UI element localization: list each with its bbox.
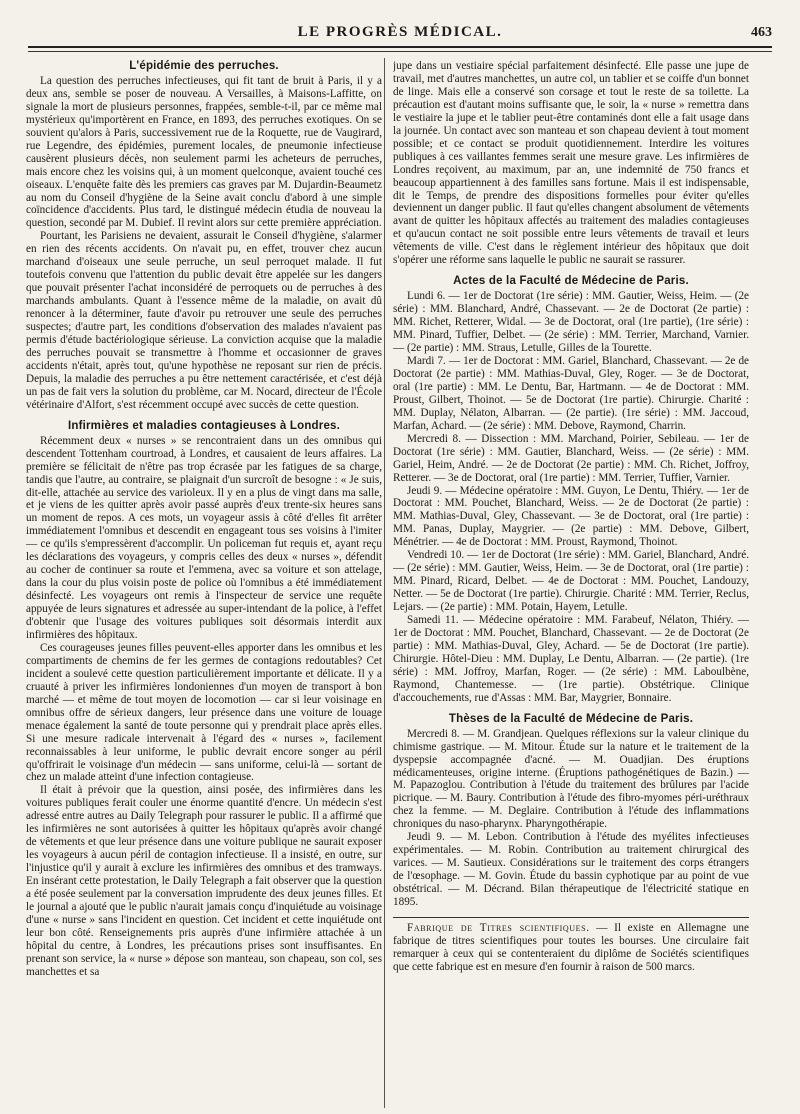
theses-jeudi: Jeudi 9. — M. Lebon. Contribution à l'étude des myélites infectieuses expérimentales. — M. Robin. Contribution au traitement chirurgical des varices. — M. Sautieux. Considérations sur le traitement des corps étrangers de l'œsophage. — M. Govin. Étude du bassin cyphotique par au point de vue obstétrical. — M. Décrand. Bilan thérapeutique de l'électricité statique en 1895. <box>393 831 749 909</box>
actes-heading: Actes de la Faculté de Médecine de Paris. <box>453 275 689 288</box>
perruches-heading: L'épidémie des perruches. <box>129 60 279 72</box>
fabrique-notice <box>393 917 749 974</box>
journal-title: LE PROGRÈS MÉDICAL. <box>297 24 503 40</box>
header-rule-thin <box>28 51 772 52</box>
actes-jeudi: Jeudi 9. — Médecine opératoire : MM. Guyon, Le Dentu, Thiéry. — 1er de Doctorat : MM. Pouchet, Blanchard, Weiss. — 2e de Doctorat (2e partie) : MM. Mathias-Duval, Gley, Chassevant. — 3e de Doctorat, oral (1re partie) : MM. Panas, Duplay, Maygrier. — (2e partie) : MM. Debove, Gilbert, Ménétrier. — 4e de Doctorat : MM. Proust, Raymond, Thoinot. <box>393 484 749 549</box>
fabrique-paragraph <box>393 922 749 974</box>
page-number: 463 <box>751 25 772 40</box>
theses-mercredi: Mercredi 8. — M. Grandjean. Quelques réflexions sur la valeur clinique du chimisme gastrique. — M. Mitour. Étude sur la nature et le traitement de la dyspepsie accompagnée d'acné. — M. Ouadjian. Des éruptions médicamenteuses, origine interne. (Éruptions pathogénétiques de Bazin.) — M. Papazoglou. Contribution à l'étude du traitement des brûlures par l'acide picrique. — M. Baury. Contribution à l'étude des fibro-myomes péri-uréthraux chez la femme. — M. Deglaire. Contribution à l'étude des inflammations chroniques du naso-pharynx. Pharyngothérapie. <box>393 727 749 831</box>
column-divider <box>384 58 385 1108</box>
theses-heading: Thèses de la Faculté de Médecine de Paris. <box>448 712 694 725</box>
nurses-paragraph-2: Ces courageuses jeunes filles peuvent-elles apporter dans les omnibus et les compartiments de chemins de fer les germes de contagions redoutables? Cet incident a soulevé cette question particulièrement importante et délicate. Il y a cruauté à priver les infirmières londoniennes d'un moyen de transport à bon marché — et même de tout moyen de locomotion — car si leur voisinage en omnibus offre de sérieux dangers, leur présence dans une voiture de louage menace également la santé de toute personne qui y prendrait place après elles. Si une mesure radicale intervenait à l'égard des « nurses », facilement reconnaissables à leur uniforme, le public devrait encore songer au péril qu'offrirait le voisinage d'un médecin — sans uniforme, celui-là — sortant de chez un malade atteint d'une infection contagieuse. <box>26 641 382 784</box>
nurses-continuation: jupe dans un vestiaire spécial parfaitement désinfecté. Elle passe une jupe de travail, met d'autres manchettes, un autre col, un tablier et se coiffe d'un bonnet de linge. Mais elle a conservé son corsage et tout le reste de sa toilette. La précaution est d'autant moins suffisante que, le soir, la « nurse » remettra dans le vestiaire la jupe et le tablier peut-être contaminés dont elle a fait usage dans la journée. Un contact avec son manteau et son chapeau devient à tout moment possible; et ce contact se produit quotidiennement. Interdire les voitures publiques à ces vaillantes femmes serait une mesure grave. Les infirmières de Londres reçoivent, au maximum, par an, une indemnité de 750 francs et beaucoup appartiennent à des familles sans fortune. Mais il est indispensable, dit le Temps, de prendre des dispositions formelles pour éviter qu'elles deviennent un danger public. Il faut qu'elles changent absolument de vêtements avant de quitter les hôpitaux affectés au traitement des maladies contagieuses et qu'aucun contact ne soit possible entre leurs vêtements de travail et leurs vêtements de ville. C'est dans le règlement intérieur des hôpitaux que doit s'opérer une réforme sans laquelle le public ne saurait se rassurer. <box>393 60 749 267</box>
perruches-paragraph-1: La question des perruches infectieuses, qui fit tant de bruit à Paris, il y a deux ans, semble se poser de nouveau. A Versailles, à Maisons-Laffitte, on signale la mort de plusieurs personnes, frappées, semble-t-il, par ce même mal mystérieux qu'importèrent en France, en 1893, des perruches exotiques. On se souvient qu'alors à Paris, successivement rue de la Roquette, rue de Vaugirard, rue Legendre, des épidémies, purement locales, de pneumonie infectieuse causèrent plusieurs décès, non seulement parmi les acheteurs de perruches, mais encore chez les voisins qui, à un moment quelconque, avaient touché ces oiseaux. L'enquête faite dès les premiers cas graves par M. Dujardin-Beaumetz au nom du Conseil d'hygiène de la Seine avait conclu d'abord à une simple coïncidence d'accidents. Plus tard, le distingué médecin étudia de nouveau la question, secondé par M. Dubief. Il revint alors sur cette première appréciation. <box>26 74 382 230</box>
actes-mercredi: Mercredi 8. — Dissection : MM. Marchand, Poirier, Sebileau. — 1er de Doctorat (1re série) : MM. Gautier, Blanchard, Weiss. — (2e série) : MM. Gariel, Heim, André. — 2e de Doctorat (2e partie) : MM. Ch. Richet, Joffroy, Retterer. — 3e de Doctorat, oral (1re partie) : MM. Terrier, Tuffier, Varnier. <box>393 432 749 484</box>
header-rule-thick <box>28 46 772 48</box>
left-column <box>26 60 382 1108</box>
nurses-paragraph-3: Il était à prévoir que la question, ainsi posée, des infirmières dans les voitures publiques ferait couler une énorme quantité d'encre. Un médecin s'est adressé entre autres au Daily Telegraph pour rassurer le public. Il a affirmé que les infirmières ne sont autorisées à quitter les hôpitaux qu'après avoir changé de vêtements et que leur présence dans une voiture publique ne saurait exposer les voyageurs à aucun péril de contagion infectieuse. Il a insisté, en outre, sur l'injustice qu'il y aurait à exclure les infirmières des omnibus et des tramways. En insérant cette protestation, le Daily Telegraph a fait observer que la question a été posée seulement par la conversation imprudente des deux jeunes filles. Et le journal a ajouté que le public n'aurait jamais conçu d'inquiétude au voisinage d'une « nurse » sans l'incident en question. Cet incident et cette inquiétude ont leur bon côté. Renseignements pris auprès d'une infirmière attachée à un hôpital du centre, à Londres, les précautions prises sont insuffisantes. En prenant son service, la « nurse » dépose son manteau, son chapeau, son col, ses manchettes et sa <box>26 784 382 978</box>
fabrique-text: — Il existe en Allemagne une fabrique de titres scientifiques pour toutes les bourses. Une circulaire fait remarquer à ceux qui se contenteraient du diplôme de Sociétés scientifiques que cette fabrique est en mesure d'en fournir à raison de 500 marcs. <box>393 922 749 973</box>
nurses-paragraph-1: Récemment deux « nurses » se rencontraient dans un des omnibus qui descendent Tottenham courtroad, à Londres, et causaient de leurs affaires. La première se félicitait de n'être pas trop écrasée par les fatigues de sa charge, tandis que l'autre, au contraire, se plaignait d'un surcroît de besogne : « Je suis, dit-elle, attachée au service des varioleux. Il y en a plus de vingt dans ma salle, et je viens de les quitter après avoir passé auprès d'eux trente-six heures sans un moment de repos. A ces mots, un voyageur assis à côté d'elles fit arrêter immédiatement l'omnibus et descendit en engageant tous ses voisins à l'imiter — ce qu'ils s'empressèrent d'accomplir. Un policeman fut requis et, ayant reçu les déclarations des voyageurs, y compris celles des deux « nurses », défendit au cocher de continuer sa route et l'emmena, avec sa voiture et son attelage, dans la cour du plus voisin poste de police où l'omnibus a été immédiatement désinfecté. Les voyageurs ont remis à l'inspecteur de service une requête appuyée de leurs signatures et adressée au super-intendant de la police, à l'effet d'obtenir que l'usage des voitures publiques soit désormais interdit aux infirmières des hôpitaux. <box>26 434 382 641</box>
fabrique-lead: Fabrique de Titres scientifiques. <box>407 922 590 934</box>
perruches-paragraph-2: Pourtant, les Parisiens ne devaient, assurait le Conseil d'hygiène, s'alarmer en rien des récents accidents. On n'avait pu, en effet, trouver chez aucun marchand d'oiseaux une seule perruche, un seul perroquet malade. Il fut toutefois convenu que l'attention du public devait être appelée sur les dangers que pouvait présenter l'achat inconsidéré de perroquets ou de perruches à des marchands ambulants. Quant à l'essence même de la maladie, on avait dû renoncer à la déterminer, faute d'avoir pu retrouver une seule des perruches suspectes; d'autre part, les conditions d'observation des malades n'avaient pas permis d'étude bactériologique sérieuse. La conviction acquise que la maladie des perruches pouvait se transmettre à l'homme et occasionner de graves accidents n'était, après tout, qu'une hypothèse ne reposant sur rien de précis. Depuis, la maladie des perruches a pu être nettement caractérisée, et c'est déjà un pas de fait vers la solution du problème, car M. Nocard, directeur de l'École vétérinaire d'Alfort, s'est récemment occupé avec succès de cette question. <box>26 230 382 411</box>
actes-lundi: Lundi 6. — 1er de Doctorat (1re série) : MM. Gautier, Weiss, Heim. — (2e série) : MM. Blanchard, André, Chassevant. — 2e de Doctorat (2e partie) : MM. Richet, Retterer, Widal. — 3e de Doctorat, oral (1re partie), (1re série) : MM. Pinard, Tuffier, Delbet. — (2e série) : MM. Terrier, Marchand, Varnier. — (2e partie) : MM. Straus, Letulle, Gilles de la Tourette. <box>393 290 749 355</box>
right-column <box>393 60 749 1108</box>
actes-samedi: Samedi 11. — Médecine opératoire : MM. Farabeuf, Nélaton, Thiéry. — 1er de Doctorat : MM. Pouchet, Blanchard, Chassevant. — 2e de Doctorat (2e partie) : MM. Mathias-Duval, Gley, Achard. — 5e de Doctorat (1re partie). Chirurgie. Hôtel-Dieu : MM. Duplay, Le Dentu, Albarran. — (2e partie). (1re série) : MM. Joffroy, Marfan, Roger. — (2e série) : MM. Laboulbène, Raymond, Chantemesse. — (1re partie). Obstétrique. Clinique d'accouchements, rue d'Assas : MM. Bar, Maygrier, Bonnaire. <box>393 614 749 704</box>
page-header <box>28 24 772 46</box>
actes-vendredi: Vendredi 10. — 1er de Doctorat (1re série) : MM. Gariel, Blanchard, André. — (2e série) : MM. Gautier, Weiss, Heim. — 3e de Doctorat, oral (1re partie) : MM. Pinard, Ricard, Delbet. — 4e de Doctorat : MM. Pouchet, Landouzy, Netter. — 5e de Doctorat (1re partie). Chirurgie. Charité : MM. Terrier, Reclus, Lejars. — (2e partie) : MM. Potain, Hayem, Letulle. <box>393 549 749 614</box>
nurses-heading: Infirmières et maladies contagieuses à Londres. <box>67 419 341 432</box>
actes-mardi: Mardi 7. — 1er de Doctorat : MM. Gariel, Blanchard, Chassevant. — 2e de Doctorat (2e partie) : MM. Mathias-Duval, Gley, Roger. — 3e de Doctorat, oral (1re partie) : MM. Le Dentu, Bar, Hartmann. — 4e de Doctorat : MM. Proust, Gilbert, Thoinot. — 5e de Doctorat (1re partie). Chirurgie. Charité : MM. Duplay, Nélaton, Albarran. — (2e partie). (1re série) : MM. Jaccoud, Marfan, Achard. — (2e série) : MM. Debove, Raymond, Charrin. <box>393 354 749 432</box>
